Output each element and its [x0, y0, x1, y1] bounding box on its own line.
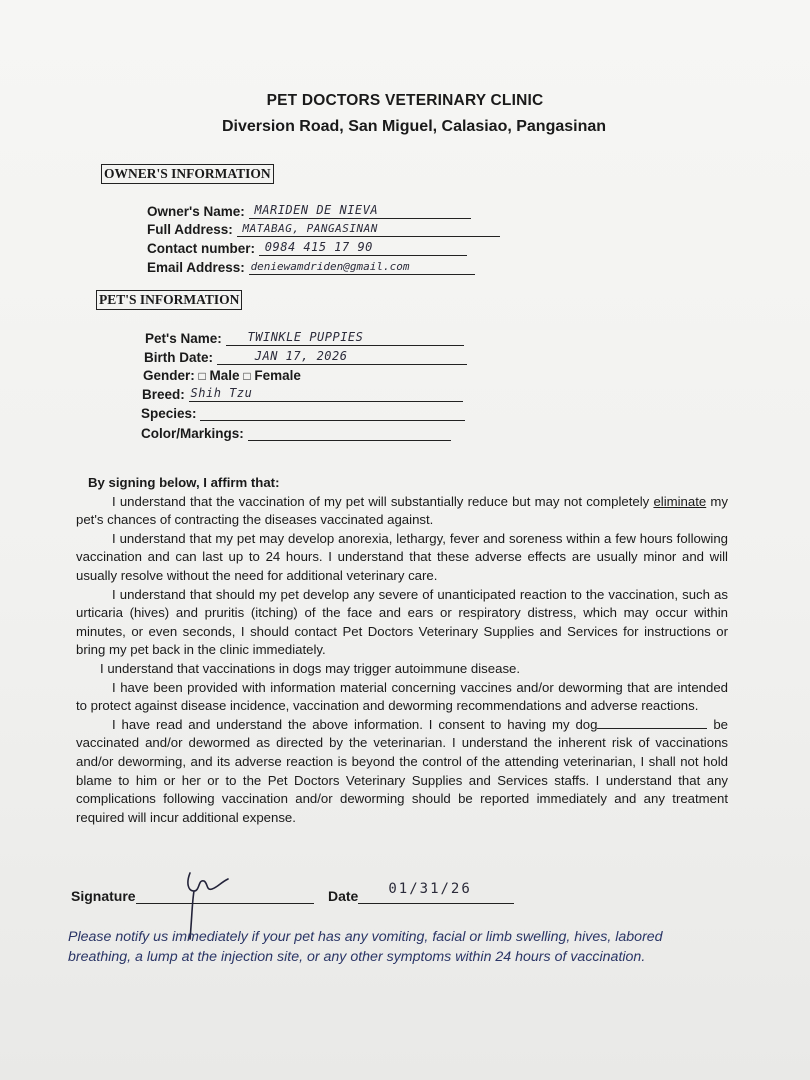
- pet-color-row: [141, 425, 451, 441]
- pet-breed-field[interactable]: [189, 386, 463, 402]
- owner-email-row: [147, 259, 475, 275]
- date-row: [328, 881, 514, 904]
- pet-breed-row: [142, 386, 463, 402]
- gender-female-checkbox[interactable]: □: [243, 369, 251, 383]
- gender-male-label: Male: [209, 368, 240, 383]
- pet-gender-label: Gender:: [143, 368, 195, 383]
- owner-contact-value: 0984 415 17 90: [264, 240, 373, 254]
- consent-paragraph-2: I understand that my pet may develop anorexia, lethargy, fever and soreness within a few hours following vaccination and can last up to 24 hours. I understand that these adverse effects are usually minor and will usually resolve without the need for additional veterinary care.: [76, 530, 728, 583]
- consent-p1-a: I understand that the vaccination of my pet will substantially reduce but may not completely: [112, 493, 650, 509]
- pet-name-value: TWINKLE PUPPIES: [247, 330, 364, 344]
- pet-name-field[interactable]: [226, 330, 464, 346]
- owner-email-value: deniewamdriden@gmail.com: [250, 260, 410, 273]
- gender-female-label: Female: [254, 368, 301, 383]
- dog-name-blank[interactable]: [597, 716, 707, 729]
- owner-address-label: Full Address:: [147, 222, 233, 237]
- owner-contact-label: Contact number:: [147, 241, 255, 256]
- owner-address-value: MATABAG, PANGASINAN: [242, 222, 378, 235]
- consent-text: [76, 474, 728, 827]
- owner-contact-row: [147, 240, 467, 256]
- pet-species-field[interactable]: [200, 405, 465, 421]
- owner-address-row: [147, 221, 500, 237]
- pet-birth-value: JAN 17, 2026: [254, 349, 348, 363]
- owner-contact-field[interactable]: [259, 240, 467, 256]
- pet-gender-row: [143, 368, 301, 383]
- pet-species-row: [141, 405, 465, 421]
- owner-name-label: Owner's Name:: [147, 204, 245, 219]
- date-field[interactable]: [358, 881, 514, 904]
- signature-field[interactable]: [136, 889, 314, 904]
- pet-species-label: Species:: [141, 406, 197, 421]
- pet-birth-row: [144, 349, 467, 365]
- pet-birth-label: Birth Date:: [144, 350, 214, 365]
- consent-paragraph-1: [76, 493, 728, 530]
- consent-paragraph-6: [76, 716, 728, 828]
- signature-label: Signature: [71, 888, 136, 904]
- vaccination-notice: Please notify us immediately if your pet has any vomiting, facial or limb swelling, hives, labored breathing, a lump at the injection site, or any other symptoms within 24 hours of vaccination.: [68, 929, 663, 965]
- owner-email-field[interactable]: [249, 259, 475, 275]
- pet-section-label: PET'S INFORMATION: [96, 290, 242, 310]
- signature-row: [71, 888, 314, 904]
- date-value: 01/31/26: [388, 881, 472, 897]
- owner-section-label: OWNER'S INFORMATION: [101, 164, 274, 184]
- owner-email-label: Email Address:: [147, 260, 245, 275]
- consent-p1-underlined: eliminate: [653, 493, 707, 509]
- consent-lead: By signing below, I affirm that:: [88, 475, 280, 490]
- pet-breed-label: Breed:: [142, 387, 185, 402]
- consent-paragraph-5: I have been provided with information material concerning vaccines and/or deworming that are intended to protect against disease incidence, vaccination and deworming recommendations and adverse reactions.: [76, 679, 728, 714]
- consent-p1-b: my pet's chances of contracting the diseases vaccinated against.: [76, 493, 728, 528]
- consent-p6-a: I have read and understand the above information. I consent to having my dog: [112, 716, 598, 732]
- pet-name-label: Pet's Name:: [145, 331, 222, 346]
- pet-breed-value: Shih Tzu: [190, 386, 253, 400]
- owner-name-value: MARIDEN DE NIEVA: [254, 203, 379, 217]
- clinic-name: PET DOCTORS VETERINARY CLINIC: [266, 92, 544, 109]
- owner-name-field[interactable]: [249, 203, 471, 219]
- pet-birth-field[interactable]: [217, 349, 467, 365]
- pet-name-row: [145, 330, 464, 346]
- owner-address-field[interactable]: [237, 221, 500, 237]
- gender-male-checkbox[interactable]: □: [198, 369, 206, 383]
- consent-p6-b: be vaccinated and/or dewormed as directed by the veterinarian. I understand the inherent risk of vaccinations and/or deworming, and its adverse reaction is beyond the control of the attending veterinarian, I shall not hold blame to him or her or to the Pet Doctors Veterinary Supplies and Services staffs. I understand that any complications following vaccination and/or deworming should be reported immediately and any treatment required will incur additional expense.: [76, 716, 728, 825]
- consent-paragraph-3: I understand that should my pet develop any severe of unanticipated reaction to the vaccination, such as urticaria (hives) and pruritis (itching) of the face and ears or respiratory distress, which may occur within minutes, or even seconds, I should contact Pet Doctors Veterinary Supplies and Services for instructions or bring my pet back in the clinic immediately.: [76, 586, 728, 658]
- pet-color-field[interactable]: [248, 425, 451, 441]
- consent-paragraph-4: I understand that vaccinations in dogs may trigger autoimmune disease.: [100, 660, 521, 676]
- header: [0, 92, 810, 136]
- clinic-address: Diversion Road, San Miguel, Calasiao, Pangasinan: [221, 118, 607, 135]
- date-label: Date: [328, 888, 359, 904]
- signature-scribble: [176, 869, 246, 929]
- pet-color-label: Color/Markings:: [141, 426, 244, 441]
- owner-name-row: [147, 203, 471, 219]
